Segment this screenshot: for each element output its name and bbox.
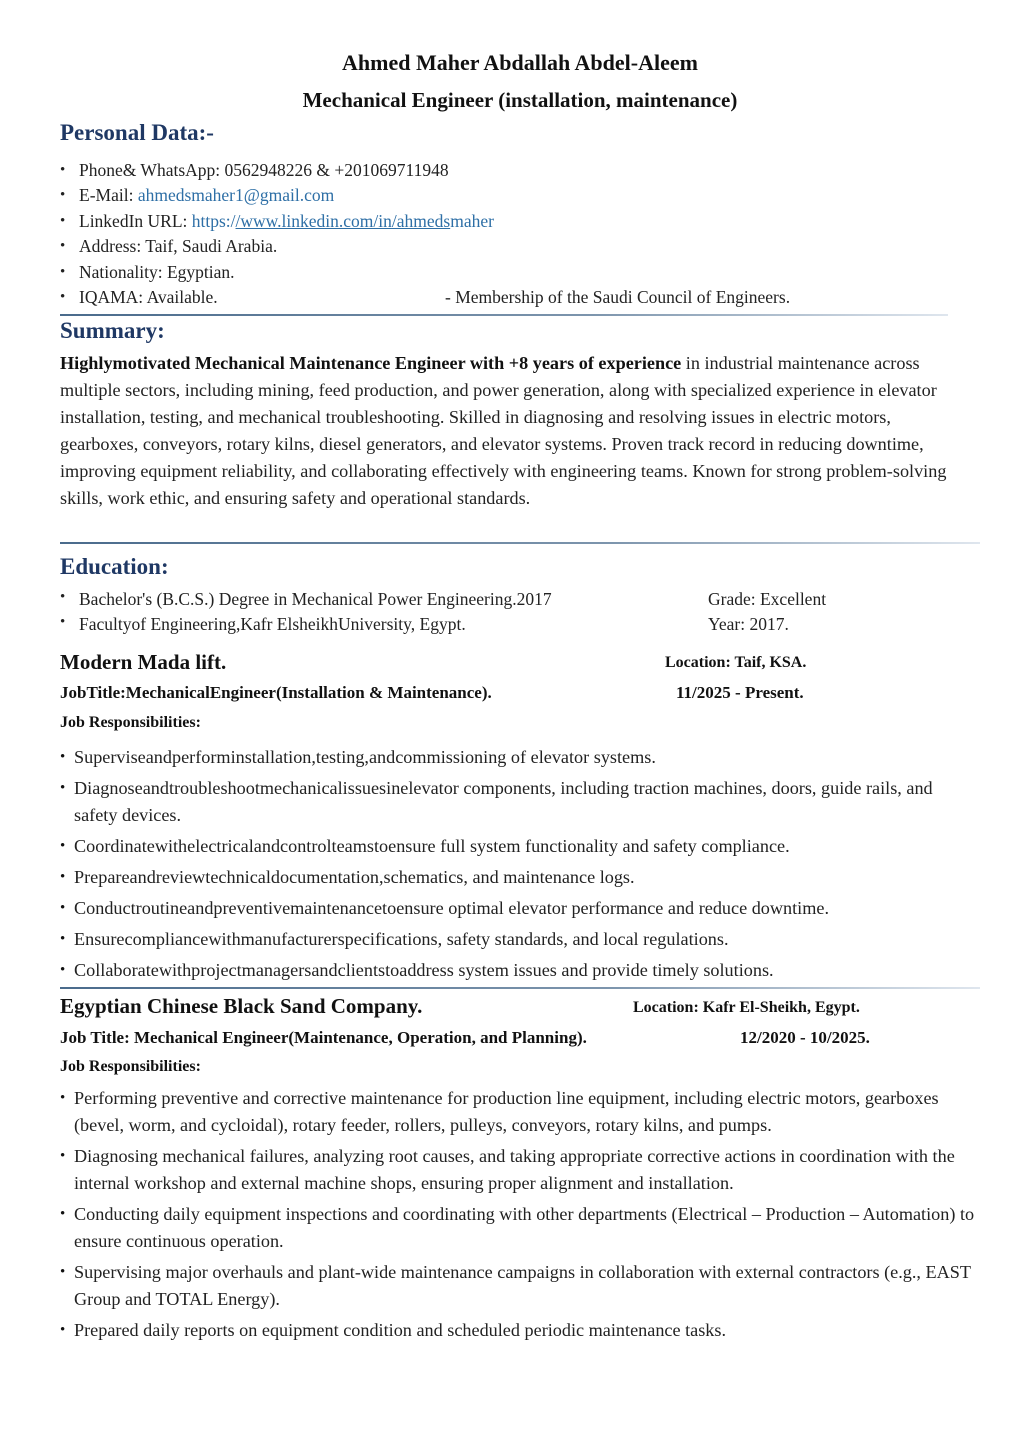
faculty-text: Facultyof Engineering,Kafr ElsheikhUniversity, Egypt. [79, 614, 466, 634]
responsibilities-list [60, 1085, 980, 1348]
job-title: Job Title: Mechanical Engineer(Maintenance, Operation, and Planning). [60, 1028, 587, 1047]
summary-body: in industrial maintenance across multiple sectors, including mining, feed production, and power generation, along with specialized experience in elevator installation, testing, and mechanical troubleshooting. Skilled in diagnosing and resolving issues in electric motors, gearboxes, conveyors, rotary kilns, diesel generators, and elevator systems. Proven track record in reducing downtime, improving equipment reliability, and collaborating effectively with engineering teams. Known for strong problem-solving skills, work ethic, and ensuring safety and operational standards. [60, 353, 947, 508]
nationality-item: • Nationality: Egyptian. [60, 260, 980, 285]
grade-text: Grade: Excellent [708, 589, 827, 609]
list-item: • Prepared daily reports on equipment condition and scheduled periodic maintenance tasks. [60, 1317, 980, 1344]
list-item: • Superviseandperforminstallation,testing,andcommissioning of elevator systems. [60, 744, 980, 771]
list-item: • Supervising major overhauls and plant-wide maintenance campaigns in collaboration with external contractors (e.g., EAST Group and TOTAL Energy). [60, 1259, 980, 1313]
email-label: E-Mail: [79, 185, 138, 206]
candidate-name: Ahmed Maher Abdallah Abdel-Aleem [342, 50, 698, 75]
list-item: • Diagnoseandtroubleshootmechanicalissuesinelevator components, including traction machines, doors, guide rails, and safety devices. [60, 775, 940, 828]
personal-data-list [60, 158, 980, 310]
list-item: • Prepareandreviewtechnicaldocumentation,schematics, and maintenance logs. [60, 864, 980, 891]
job-location: Location: Taif, KSA. [665, 654, 807, 671]
iqama-text: IQAMA: Available. [79, 287, 218, 308]
summary-heading: Summary: [60, 318, 165, 343]
company-name: Egyptian Chinese Black Sand Company. [60, 994, 423, 1018]
summary-paragraph [60, 350, 970, 512]
section-divider [60, 314, 948, 316]
linkedin-link-prefix[interactable]: https:/ [191, 210, 236, 231]
iqama-item [60, 285, 980, 310]
job-dates: 12/2020 - 10/2025. [740, 1028, 870, 1047]
list-item: • Collaboratewithprojectmanagersandclientstoaddress system issues and provide timely solutions. [60, 957, 980, 984]
email-link[interactable]: ahmedsmaher1@gmail.com [137, 185, 335, 206]
company-name: Modern Mada lift. [60, 650, 227, 674]
list-item: • Ensurecompliancewithmanufacturerspecifications, safety standards, and local regulations. [60, 926, 980, 953]
list-item: • Performing preventive and corrective maintenance for production line equipment, including electric motors, gearboxes (bevel, worm, and cycloidal), rotary feeder, rollers, pulleys, conveyors, rotary kilns, and pumps. [60, 1085, 980, 1139]
phone-item [60, 158, 980, 183]
phone-label: Phone& WhatsApp: [79, 160, 225, 180]
section-divider [60, 987, 980, 989]
list-item: • Conductroutineandpreventivemaintenancetoensure optimal elevator performance and reduce downtime. [60, 895, 980, 922]
section-divider [60, 542, 980, 544]
job-dates: 11/2025 - Present. [676, 683, 804, 702]
responsibilities-label: Job Responsibilities: [60, 1058, 201, 1075]
year-text: Year: 2017. [708, 614, 789, 634]
responsibilities-list [60, 744, 980, 988]
list-item: • Diagnosing mechanical failures, analyzing root causes, and taking appropriate corrective actions in coordination with the internal workshop and external machine shops, ensuring proper alignment and installation. [60, 1143, 980, 1197]
responsibilities-label: Job Responsibilities: [60, 714, 201, 731]
phone-value: 0562948226 & +201069711948 [224, 160, 449, 180]
personal-data-heading: Personal Data:- [60, 120, 214, 145]
address-item: • Address: Taif, Saudi Arabia. [60, 234, 980, 259]
email-item [60, 183, 980, 208]
list-item: • Conducting daily equipment inspections and coordinating with other departments (Electrical – Production – Automation) to ensure continuous operation. [60, 1201, 980, 1255]
education-heading: Education: [60, 554, 169, 579]
linkedin-item [60, 209, 980, 234]
candidate-role: Mechanical Engineer (installation, maintenance) [302, 88, 738, 112]
linkedin-link[interactable]: /www.linkedin.com/in/ahmeds [235, 210, 451, 231]
degree-text: Bachelor's (B.C.S.) Degree in Mechanical Power Engineering.2017 [79, 589, 552, 609]
linkedin-label: LinkedIn URL: [79, 210, 192, 231]
job-location: Location: Kafr El-Sheikh, Egypt. [633, 999, 860, 1016]
linkedin-link-suffix[interactable]: maher [450, 210, 494, 231]
job-title: JobTitle:MechanicalEngineer(Installation & Maintenance). [60, 683, 492, 702]
membership-text: - Membership of the Saudi Council of Engineers. [445, 287, 791, 308]
list-item: • Coordinatewithelectricalandcontrolteamstoensure full system functionality and safety compliance. [60, 833, 980, 860]
summary-intro: Highlymotivated Mechanical Maintenance Engineer with +8 years of experience [60, 353, 682, 373]
